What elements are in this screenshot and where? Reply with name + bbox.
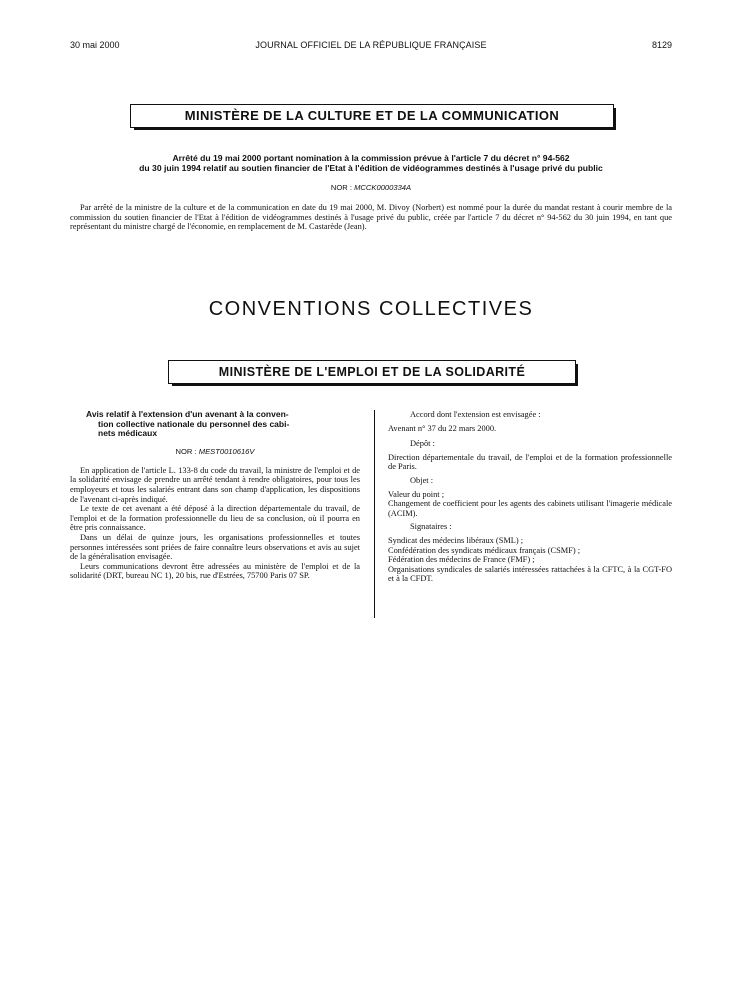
accord-column	[388, 410, 672, 584]
avis-paragraph: Dans un délai de quinze jours, les organisations professionnelles et toutes personnes intéressées sont priées de faire connaître leurs observations et avis au sujet de la généralisation envisagée.	[70, 532, 360, 562]
journal-title: JOURNAL OFFICIEL DE LA RÉPUBLIQUE FRANÇAISE	[255, 40, 487, 50]
signataires-label: Signataires :	[410, 522, 452, 532]
signataire-item: Syndicat des médecins libéraux (SML) ;	[388, 535, 524, 545]
avis-column	[70, 410, 360, 581]
nor-code: MEST0010616V	[198, 446, 255, 456]
avis-paragraph: En application de l'article L. 133-8 du code du travail, la ministre de l'emploi et de la solidarité envisage de prendre un arrêté tendant à rendre obligatoires, pour tous les employeurs et tous les salariés entrant dans son champ d'application, les dispositions de l'avenant ci-après indiqué.	[70, 465, 360, 504]
avis-title	[86, 410, 346, 439]
objet-item: Valeur du point ;	[388, 489, 445, 499]
signataire-item: Fédération des médecins de France (FMF) ;	[388, 555, 535, 565]
avis-title-line: tion collective nationale du personnel des cabi-	[98, 418, 290, 429]
nor-label: NOR :	[175, 446, 197, 456]
section-title: CONVENTIONS COLLECTIVES	[208, 298, 534, 320]
column-divider	[374, 410, 375, 618]
arrete-title	[70, 153, 672, 173]
page-header	[70, 40, 672, 54]
avis-title-line: nets médicaux	[98, 428, 158, 439]
accord-heading: Accord dont l'extension est envisagée :	[410, 410, 541, 419]
objet-label: Objet :	[410, 475, 434, 485]
arrete-title-line: du 30 juin 1994 relatif au soutien financier de l'Etat à l'édition de vidéogrammes destinés à l'usage privé du public	[139, 163, 603, 173]
ministry-culture-heading: MINISTÈRE DE LA CULTURE ET DE LA COMMUNICATION	[130, 104, 614, 128]
ministry-emploi-heading: MINISTÈRE DE L'EMPLOI ET DE LA SOLIDARITÉ	[168, 360, 576, 384]
page-number: 8129	[651, 40, 672, 50]
accord-avenant: Avenant n° 37 du 22 mars 2000.	[388, 423, 497, 433]
depot-text: Direction départementale du travail, de l'emploi et de la formation professionnelle de Paris.	[388, 452, 672, 472]
arrete-body: Par arrêté de la ministre de la culture et de la communication en date du 19 mai 2000, M. Divoy (Norbert) est nommé pour la durée du mandat restant à courir membre de la commission du soutien financier de l'Etat à l'édition de vidéogrammes destinés à l'usage privé du public, créée par l'article 7 du décret n° 94-562 du 30 juin 1994, en tant que représentant du ministre chargé de l'économie, en remplacement de M. Castarède (Jean).	[70, 203, 672, 232]
depot-label: Dépôt :	[410, 439, 435, 449]
issue-date: 30 mai 2000	[70, 40, 120, 50]
objet-item: Changement de coefficient pour les agents des cabinets utilisant l'imagerie médicale (ACIM).	[388, 499, 672, 518]
signataire-item: Organisations syndicales de salariés intéressées rattachées à la CFTC, à la CGT-FO et à la CFDT.	[388, 564, 672, 584]
nor-label: NOR :	[330, 183, 352, 192]
nor-code: MCCK0000334A	[354, 183, 412, 192]
signataire-item: Confédération des syndicats médicaux français (CSMF) ;	[388, 545, 581, 555]
avis-nor	[70, 447, 360, 456]
avis-title-line: Avis relatif à l'extension d'un avenant à la conven-	[86, 409, 289, 419]
arrete-title-line: Arrêté du 19 mai 2000 portant nomination à la commission prévue à l'article 7 du décret n° 94-562	[172, 153, 570, 163]
avis-paragraph: Leurs communications devront être adressées au ministère de l'emploi et de la solidarité (DRT, bureau NC 1), 20 bis, rue d'Estrées, 75700 Paris 07 SP.	[70, 561, 360, 581]
arrete-nor	[70, 183, 672, 192]
avis-paragraph: Le texte de cet avenant a été déposé à la direction départementale du travail, de l'emploi et de la formation professionnelle du lieu de sa conclusion, où il pourra en être pris connaissance.	[70, 504, 360, 533]
